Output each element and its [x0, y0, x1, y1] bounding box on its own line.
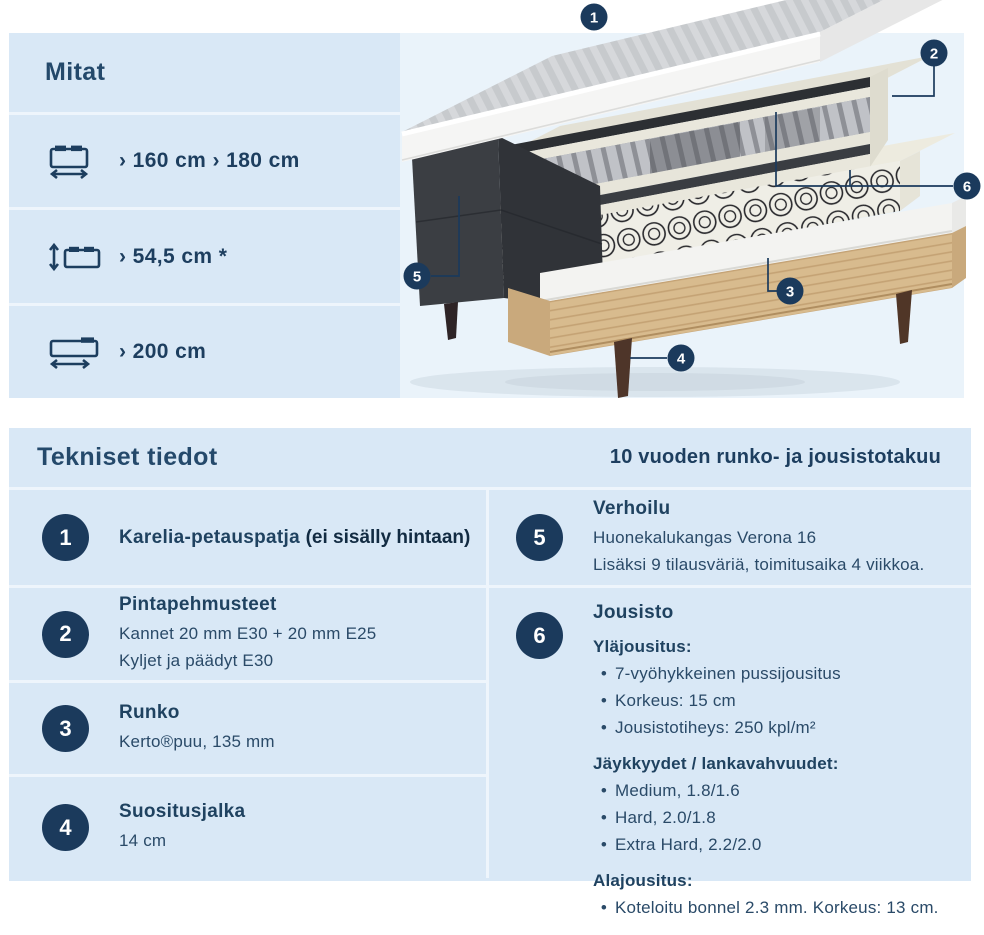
dimension-row-width: [9, 112, 400, 207]
item-1-number-badge: 1: [42, 514, 89, 561]
item-4-number-badge: 4: [42, 804, 89, 851]
spec-item-1: [9, 490, 486, 588]
item-6-subheading: Alajousitus:: [593, 871, 693, 890]
item-6-title: Jousisto: [593, 602, 674, 623]
spec-item-4: [9, 777, 486, 878]
dimensions-header: [9, 33, 400, 112]
item-4-title: Suositusjalka: [119, 801, 246, 822]
dimension-length-value: › 200 cm: [119, 340, 207, 363]
technical-specs-header: [9, 428, 971, 490]
item-1-title-text: Karelia-petauspatja: [119, 526, 300, 548]
callout-5-badge: [404, 263, 431, 290]
item-2-line: Kannet 20 mm E30 + 20 mm E25: [119, 624, 377, 643]
item-6-bullet: [593, 660, 939, 687]
technical-specs-title: Tekniset tiedot: [37, 443, 218, 471]
item-5-line: Huonekalukangas Verona 16: [593, 527, 817, 547]
svg-text:6: 6: [962, 178, 972, 196]
item-3-line: Kerto®puu, 135 mm: [119, 732, 275, 751]
callout-2-badge: [921, 40, 948, 67]
dimensions-panel: [9, 33, 400, 398]
bullet-text: • Hard, 2.0/1.8: [615, 808, 716, 827]
item-6-number-badge: 6: [516, 612, 563, 659]
item-1-title: [119, 527, 470, 549]
svg-text:2: 2: [929, 45, 939, 63]
item-2-title: Pintapehmusteet: [119, 594, 277, 615]
dimension-height-value: › 54,5 cm *: [119, 244, 228, 268]
wood-end-cap: [952, 226, 966, 288]
spec-item-6: [489, 588, 971, 935]
item-5-title: Verhoilu: [593, 497, 671, 519]
spec-item-2: [9, 588, 486, 683]
callout-4-badge: [668, 345, 695, 372]
item-3-title: Runko: [119, 702, 180, 723]
item-2-line: Kyljet ja päädyt E30: [119, 651, 274, 670]
svg-text:3: 3: [785, 283, 795, 301]
callout-3-badge: [777, 278, 804, 305]
bullet-text: • Korkeus: 15 cm: [615, 691, 736, 710]
bullet-text: • Koteloitu bonnel 2.3 mm. Korkeus: 13 cm.: [615, 898, 939, 917]
technical-specs-section: [9, 428, 971, 917]
svg-text:1: 1: [589, 9, 599, 27]
item-1-title-note: (ei sisälly hintaan): [305, 526, 471, 548]
dimension-row-height: [9, 207, 400, 303]
warranty-text: 10 vuoden runko- ja jousistotakuu: [609, 446, 941, 468]
specs-column-right: [489, 490, 971, 917]
callout-1-badge: [581, 4, 608, 31]
bullet-text: • Jousistotiheys: 250 kpl/m²: [615, 718, 816, 737]
spec-item-5: [489, 490, 971, 588]
bed-width-icon: [47, 140, 119, 182]
item-6-bullet: [593, 687, 939, 714]
specs-column-left: [9, 490, 489, 878]
callout-6-badge: [954, 173, 981, 200]
item-6-subheading: Yläjousitus:: [593, 637, 692, 656]
item-5-number-badge: 5: [516, 514, 563, 561]
dimension-width-value: › 160 cm › 180 cm: [119, 149, 300, 172]
item-2-number-badge: 2: [42, 611, 89, 658]
item-6-bullet: [593, 894, 939, 921]
item-3-number-badge: 3: [42, 705, 89, 752]
spec-item-3: [9, 683, 486, 777]
dimensions-title: Mitat: [45, 58, 106, 86]
svg-text:5: 5: [412, 268, 422, 286]
bed-cutaway-illustration: [400, 0, 984, 420]
bullet-text: • Medium, 1.8/1.6: [615, 781, 740, 800]
item-6-bullet: [593, 804, 939, 831]
bullet-text: • 7-vyöhykkeinen pussijousitus: [615, 664, 841, 683]
bed-length-icon: [47, 331, 119, 373]
item-6-bullet: [593, 831, 939, 858]
svg-text:4: 4: [676, 350, 686, 368]
item-4-line: 14 cm: [119, 831, 167, 850]
bed-height-icon: [47, 236, 119, 278]
item-5-line: Lisäksi 9 tilausväriä, toimitusaika 4 viikkoa.: [593, 554, 925, 574]
item-6-subheading: Jäykkyydet / lankavahvuudet:: [593, 754, 839, 773]
bullet-text: • Extra Hard, 2.2/2.0: [615, 835, 762, 854]
item-6-bullet: [593, 714, 939, 741]
dimension-row-length: [9, 303, 400, 398]
item-6-bullet: [593, 777, 939, 804]
